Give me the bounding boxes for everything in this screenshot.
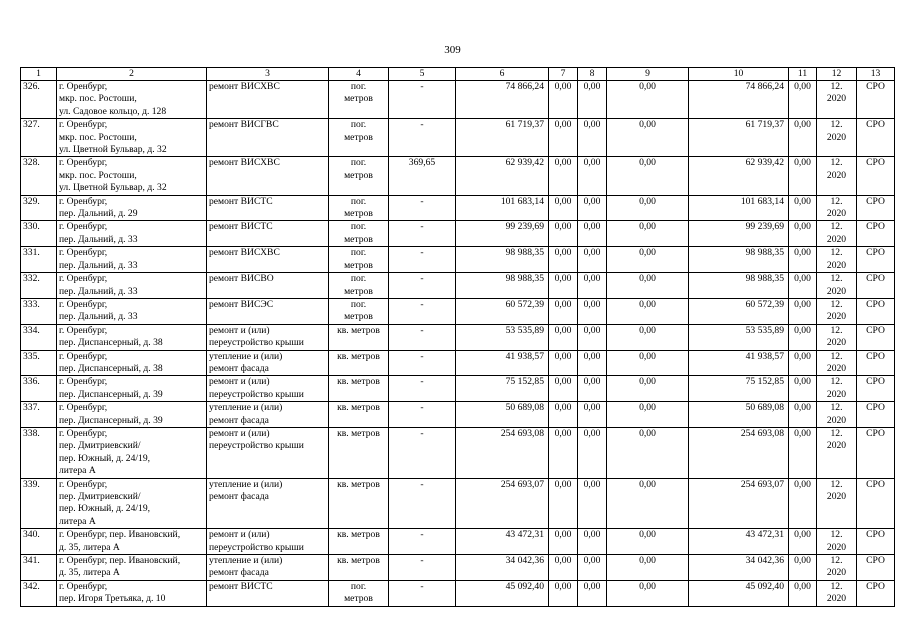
table-cell: СРО bbox=[857, 478, 895, 529]
table-row bbox=[21, 157, 895, 195]
table-cell: 326. bbox=[21, 81, 57, 119]
table-row bbox=[21, 221, 895, 247]
header-cell: 12 bbox=[817, 68, 857, 81]
table-cell: 50 689,08 bbox=[456, 402, 549, 428]
table-cell: 0,00 bbox=[549, 350, 578, 376]
table-cell: пог. метров bbox=[329, 81, 389, 119]
table-cell: - bbox=[389, 402, 456, 428]
table-cell: пог. метров bbox=[329, 298, 389, 324]
table-cell: 50 689,08 bbox=[689, 402, 789, 428]
table-cell: 0,00 bbox=[549, 529, 578, 555]
table-row bbox=[21, 427, 895, 478]
table-cell: 74 866,24 bbox=[456, 81, 549, 119]
table-cell: 12. 2020 bbox=[817, 350, 857, 376]
table-cell: 0,00 bbox=[549, 555, 578, 581]
table-body bbox=[21, 68, 895, 607]
table-cell: 338. bbox=[21, 427, 57, 478]
table-cell: 330. bbox=[21, 221, 57, 247]
table-cell: 0,00 bbox=[549, 402, 578, 428]
table-cell: 0,00 bbox=[607, 273, 689, 299]
table-cell: СРО bbox=[857, 555, 895, 581]
table-cell: 41 938,57 bbox=[689, 350, 789, 376]
table-cell: - bbox=[389, 298, 456, 324]
table-cell: 0,00 bbox=[789, 376, 817, 402]
table-cell: 0,00 bbox=[578, 350, 607, 376]
table-cell: кв. метров bbox=[329, 324, 389, 350]
table-cell: 0,00 bbox=[789, 119, 817, 157]
table-cell: 0,00 bbox=[578, 298, 607, 324]
table-row bbox=[21, 247, 895, 273]
table-cell: 45 092,40 bbox=[689, 580, 789, 606]
table-cell: 334. bbox=[21, 324, 57, 350]
table-cell: 339. bbox=[21, 478, 57, 529]
table-cell: 0,00 bbox=[549, 298, 578, 324]
table-cell: 12. 2020 bbox=[817, 580, 857, 606]
table-row bbox=[21, 324, 895, 350]
table-cell: 41 938,57 bbox=[456, 350, 549, 376]
table-cell: ремонт ВИСХВС bbox=[207, 157, 329, 195]
table-cell: 0,00 bbox=[789, 157, 817, 195]
table-cell: 34 042,36 bbox=[456, 555, 549, 581]
table-cell: 0,00 bbox=[578, 247, 607, 273]
table-cell: 43 472,31 bbox=[689, 529, 789, 555]
table-cell: 12. 2020 bbox=[817, 221, 857, 247]
table-cell: 0,00 bbox=[789, 402, 817, 428]
table-cell: г. Оренбург, пер. Ивановский, д. 35, литера А bbox=[57, 555, 207, 581]
table-cell: г. Оренбург, пер. Дальний, д. 33 bbox=[57, 247, 207, 273]
table-cell: СРО bbox=[857, 81, 895, 119]
table-cell: - bbox=[389, 247, 456, 273]
table-cell: ремонт ВИСВО bbox=[207, 273, 329, 299]
table-cell: 328. bbox=[21, 157, 57, 195]
table-cell: СРО bbox=[857, 119, 895, 157]
header-cell: 7 bbox=[549, 68, 578, 81]
table-cell: 0,00 bbox=[789, 324, 817, 350]
table-cell: г. Оренбург, пер. Дмитриевский/ пер. Южный, д. 24/19, литера А bbox=[57, 478, 207, 529]
table-cell: 0,00 bbox=[549, 157, 578, 195]
table-cell: - bbox=[389, 324, 456, 350]
table-cell: 101 683,14 bbox=[456, 195, 549, 221]
table-cell: ремонт ВИСТС bbox=[207, 195, 329, 221]
table-cell: 12. 2020 bbox=[817, 273, 857, 299]
table-cell: 74 866,24 bbox=[689, 81, 789, 119]
table-cell: 0,00 bbox=[578, 376, 607, 402]
table-cell: 337. bbox=[21, 402, 57, 428]
table-cell: 12. 2020 bbox=[817, 555, 857, 581]
table-cell: 12. 2020 bbox=[817, 478, 857, 529]
header-cell: 11 bbox=[789, 68, 817, 81]
table-cell: 0,00 bbox=[789, 247, 817, 273]
table-cell: 0,00 bbox=[578, 580, 607, 606]
table-cell: - bbox=[389, 195, 456, 221]
table-cell: ремонт ВИСХВС bbox=[207, 247, 329, 273]
table-cell: 75 152,85 bbox=[689, 376, 789, 402]
table-cell: 53 535,89 bbox=[689, 324, 789, 350]
table-cell: ремонт и (или) переустройство крыши bbox=[207, 529, 329, 555]
table-cell: 0,00 bbox=[578, 324, 607, 350]
table-cell: 0,00 bbox=[607, 298, 689, 324]
table-cell: г. Оренбург, пер. Дальний, д. 33 bbox=[57, 221, 207, 247]
table-cell: 0,00 bbox=[578, 529, 607, 555]
table-cell: - bbox=[389, 221, 456, 247]
table-cell: 0,00 bbox=[607, 478, 689, 529]
table-cell: 0,00 bbox=[607, 555, 689, 581]
table-cell: 98 988,35 bbox=[456, 247, 549, 273]
table-cell: 12. 2020 bbox=[817, 376, 857, 402]
table-cell: 0,00 bbox=[789, 427, 817, 478]
table-cell: 0,00 bbox=[578, 81, 607, 119]
table-cell: 0,00 bbox=[578, 157, 607, 195]
table-cell: 12. 2020 bbox=[817, 427, 857, 478]
table-cell: 0,00 bbox=[607, 529, 689, 555]
table-cell: ремонт ВИСГВС bbox=[207, 119, 329, 157]
table-cell: 12. 2020 bbox=[817, 247, 857, 273]
table-cell: ремонт и (или) переустройство крыши bbox=[207, 324, 329, 350]
table-cell: 12. 2020 bbox=[817, 195, 857, 221]
table-cell: СРО bbox=[857, 221, 895, 247]
table-row bbox=[21, 376, 895, 402]
table-cell: г. Оренбург, пер. Дальний, д. 33 bbox=[57, 298, 207, 324]
table-cell: 0,00 bbox=[789, 580, 817, 606]
table-cell: 0,00 bbox=[607, 324, 689, 350]
table-cell: 98 988,35 bbox=[689, 273, 789, 299]
table-cell: ремонт ВИСТС bbox=[207, 221, 329, 247]
table-cell: 0,00 bbox=[607, 119, 689, 157]
table-cell: пог. метров bbox=[329, 247, 389, 273]
table-cell: г. Оренбург, пер. Диспансерный, д. 39 bbox=[57, 376, 207, 402]
table-row bbox=[21, 580, 895, 606]
table-cell: 12. 2020 bbox=[817, 529, 857, 555]
table-cell: 0,00 bbox=[607, 157, 689, 195]
table-cell: 0,00 bbox=[789, 273, 817, 299]
header-row bbox=[21, 68, 895, 81]
table-cell: утепление и (или) ремонт фасада bbox=[207, 402, 329, 428]
table-cell: ремонт и (или) переустройство крыши bbox=[207, 427, 329, 478]
table-row bbox=[21, 81, 895, 119]
header-cell: 9 bbox=[607, 68, 689, 81]
table-cell: кв. метров bbox=[329, 350, 389, 376]
table-cell: 254 693,07 bbox=[456, 478, 549, 529]
table-cell: 342. bbox=[21, 580, 57, 606]
table-cell: 0,00 bbox=[549, 119, 578, 157]
table-cell: 99 239,69 bbox=[456, 221, 549, 247]
table-cell: 62 939,42 bbox=[456, 157, 549, 195]
table-cell: 0,00 bbox=[607, 221, 689, 247]
table-cell: 98 988,35 bbox=[456, 273, 549, 299]
table-cell: г. Оренбург, мкр. пос. Ростоши, ул. Цветной Бульвар, д. 32 bbox=[57, 157, 207, 195]
table-row bbox=[21, 555, 895, 581]
table-cell: 329. bbox=[21, 195, 57, 221]
table-cell: 0,00 bbox=[578, 427, 607, 478]
table-cell: 62 939,42 bbox=[689, 157, 789, 195]
table-cell: - bbox=[389, 376, 456, 402]
table-cell: 0,00 bbox=[549, 273, 578, 299]
table-cell: 0,00 bbox=[578, 221, 607, 247]
table-cell: 45 092,40 bbox=[456, 580, 549, 606]
table-cell: - bbox=[389, 427, 456, 478]
table-cell: утепление и (или) ремонт фасада bbox=[207, 478, 329, 529]
table-cell: 12. 2020 bbox=[817, 81, 857, 119]
table-cell: 336. bbox=[21, 376, 57, 402]
table-cell: кв. метров bbox=[329, 555, 389, 581]
table-cell: СРО bbox=[857, 195, 895, 221]
table-cell: СРО bbox=[857, 427, 895, 478]
table-cell: 0,00 bbox=[549, 81, 578, 119]
table-cell: 12. 2020 bbox=[817, 402, 857, 428]
header-cell: 3 bbox=[207, 68, 329, 81]
table-cell: 0,00 bbox=[789, 478, 817, 529]
table-cell: СРО bbox=[857, 324, 895, 350]
table-cell: 331. bbox=[21, 247, 57, 273]
table-cell: пог. метров bbox=[329, 157, 389, 195]
table-cell: 0,00 bbox=[549, 478, 578, 529]
table-row bbox=[21, 402, 895, 428]
table-cell: 335. bbox=[21, 350, 57, 376]
table-cell: г. Оренбург, пер. Ивановский, д. 35, литера А bbox=[57, 529, 207, 555]
table-cell: г. Оренбург, мкр. пос. Ростоши, ул. Цветной Бульвар, д. 32 bbox=[57, 119, 207, 157]
table-cell: 0,00 bbox=[789, 350, 817, 376]
table-cell: 0,00 bbox=[607, 195, 689, 221]
table-cell: г. Оренбург, пер. Дальний, д. 29 bbox=[57, 195, 207, 221]
table-cell: 12. 2020 bbox=[817, 157, 857, 195]
table-cell: 53 535,89 bbox=[456, 324, 549, 350]
table-cell: 254 693,08 bbox=[689, 427, 789, 478]
table-cell: - bbox=[389, 350, 456, 376]
table-cell: кв. метров bbox=[329, 376, 389, 402]
table-cell: 12. 2020 bbox=[817, 298, 857, 324]
table-cell: ремонт ВИСХВС bbox=[207, 81, 329, 119]
header-cell: 1 bbox=[21, 68, 57, 81]
table-cell: - bbox=[389, 81, 456, 119]
table-cell: г. Оренбург, пер. Дмитриевский/ пер. Южный, д. 24/19, литера А bbox=[57, 427, 207, 478]
header-cell: 6 bbox=[456, 68, 549, 81]
table-cell: пог. метров bbox=[329, 119, 389, 157]
header-cell: 2 bbox=[57, 68, 207, 81]
table-cell: 0,00 bbox=[549, 195, 578, 221]
table-cell: 61 719,37 bbox=[456, 119, 549, 157]
table-cell: 0,00 bbox=[607, 427, 689, 478]
table-cell: 369,65 bbox=[389, 157, 456, 195]
table-cell: г. Оренбург, пер. Диспансерный, д. 38 bbox=[57, 324, 207, 350]
table-cell: 0,00 bbox=[549, 247, 578, 273]
table-cell: 0,00 bbox=[578, 195, 607, 221]
table-cell: 0,00 bbox=[607, 81, 689, 119]
table-cell: 0,00 bbox=[549, 580, 578, 606]
table-cell: 0,00 bbox=[789, 195, 817, 221]
table-cell: 0,00 bbox=[607, 580, 689, 606]
table-cell: 333. bbox=[21, 298, 57, 324]
table-cell: ремонт ВИСТС bbox=[207, 580, 329, 606]
page-number: 309 bbox=[444, 44, 461, 56]
table-cell: 0,00 bbox=[549, 221, 578, 247]
table-cell: - bbox=[389, 478, 456, 529]
table-cell: 0,00 bbox=[789, 81, 817, 119]
table-cell: СРО bbox=[857, 529, 895, 555]
table-cell: СРО bbox=[857, 580, 895, 606]
table-cell: утепление и (или) ремонт фасада bbox=[207, 350, 329, 376]
table-row bbox=[21, 119, 895, 157]
table-cell: - bbox=[389, 119, 456, 157]
table-cell: пог. метров bbox=[329, 195, 389, 221]
table-cell: утепление и (или) ремонт фасада bbox=[207, 555, 329, 581]
table-cell: 60 572,39 bbox=[689, 298, 789, 324]
repair-schedule-table bbox=[20, 67, 895, 607]
table-row bbox=[21, 273, 895, 299]
table-cell: 0,00 bbox=[578, 402, 607, 428]
table-cell: 0,00 bbox=[789, 298, 817, 324]
table-cell: 0,00 bbox=[789, 555, 817, 581]
table-cell: 340. bbox=[21, 529, 57, 555]
table-cell: 0,00 bbox=[607, 376, 689, 402]
table-row bbox=[21, 529, 895, 555]
table-cell: СРО bbox=[857, 298, 895, 324]
table-row bbox=[21, 298, 895, 324]
table-cell: 327. bbox=[21, 119, 57, 157]
header-cell: 4 bbox=[329, 68, 389, 81]
table-cell: г. Оренбург, пер. Диспансерный, д. 38 bbox=[57, 350, 207, 376]
table-cell: 0,00 bbox=[789, 529, 817, 555]
table-cell: 101 683,14 bbox=[689, 195, 789, 221]
table-cell: кв. метров bbox=[329, 529, 389, 555]
table-cell: СРО bbox=[857, 273, 895, 299]
table-cell: 98 988,35 bbox=[689, 247, 789, 273]
table-cell: пог. метров bbox=[329, 580, 389, 606]
table-cell: кв. метров bbox=[329, 402, 389, 428]
table-cell: г. Оренбург, пер. Дальний, д. 33 bbox=[57, 273, 207, 299]
table-cell: - bbox=[389, 555, 456, 581]
table-cell: 75 152,85 bbox=[456, 376, 549, 402]
header-cell: 5 bbox=[389, 68, 456, 81]
table-cell: 61 719,37 bbox=[689, 119, 789, 157]
table-cell: 0,00 bbox=[578, 478, 607, 529]
header-cell: 8 bbox=[578, 68, 607, 81]
table-cell: СРО bbox=[857, 376, 895, 402]
table-cell: 60 572,39 bbox=[456, 298, 549, 324]
table-cell: 254 693,07 bbox=[689, 478, 789, 529]
table-cell: 99 239,69 bbox=[689, 221, 789, 247]
table-cell: 0,00 bbox=[549, 324, 578, 350]
table-cell: СРО bbox=[857, 247, 895, 273]
table-cell: кв. метров bbox=[329, 427, 389, 478]
table-row bbox=[21, 478, 895, 529]
table-cell: 0,00 bbox=[549, 376, 578, 402]
table-cell: 0,00 bbox=[578, 555, 607, 581]
table-cell: г. Оренбург, пер. Диспансерный, д. 39 bbox=[57, 402, 207, 428]
table-cell: 0,00 bbox=[607, 247, 689, 273]
table-cell: - bbox=[389, 529, 456, 555]
table-cell: 0,00 bbox=[578, 273, 607, 299]
table-cell: СРО bbox=[857, 157, 895, 195]
table-cell: СРО bbox=[857, 402, 895, 428]
table-cell: 254 693,08 bbox=[456, 427, 549, 478]
table-cell: 341. bbox=[21, 555, 57, 581]
table-cell: СРО bbox=[857, 350, 895, 376]
header-cell: 10 bbox=[689, 68, 789, 81]
table-cell: 12. 2020 bbox=[817, 324, 857, 350]
table-cell: г. Оренбург, пер. Игоря Третьяка, д. 10 bbox=[57, 580, 207, 606]
header-cell: 13 bbox=[857, 68, 895, 81]
table-cell: кв. метров bbox=[329, 478, 389, 529]
table-cell: 0,00 bbox=[789, 221, 817, 247]
table-cell: ремонт и (или) переустройство крыши bbox=[207, 376, 329, 402]
table-cell: г. Оренбург, мкр. пос. Ростоши, ул. Садовое кольцо, д. 128 bbox=[57, 81, 207, 119]
table-cell: 0,00 bbox=[607, 402, 689, 428]
table-cell: 332. bbox=[21, 273, 57, 299]
table-cell: 43 472,31 bbox=[456, 529, 549, 555]
table-cell: 34 042,36 bbox=[689, 555, 789, 581]
table-cell: 0,00 bbox=[549, 427, 578, 478]
table-cell: 0,00 bbox=[578, 119, 607, 157]
table-cell: ремонт ВИСЭС bbox=[207, 298, 329, 324]
table-row bbox=[21, 350, 895, 376]
table-cell: 0,00 bbox=[607, 350, 689, 376]
table-cell: - bbox=[389, 273, 456, 299]
table-cell: 12. 2020 bbox=[817, 119, 857, 157]
table-cell: - bbox=[389, 580, 456, 606]
table-row bbox=[21, 195, 895, 221]
table-cell: пог. метров bbox=[329, 273, 389, 299]
table-cell: пог. метров bbox=[329, 221, 389, 247]
